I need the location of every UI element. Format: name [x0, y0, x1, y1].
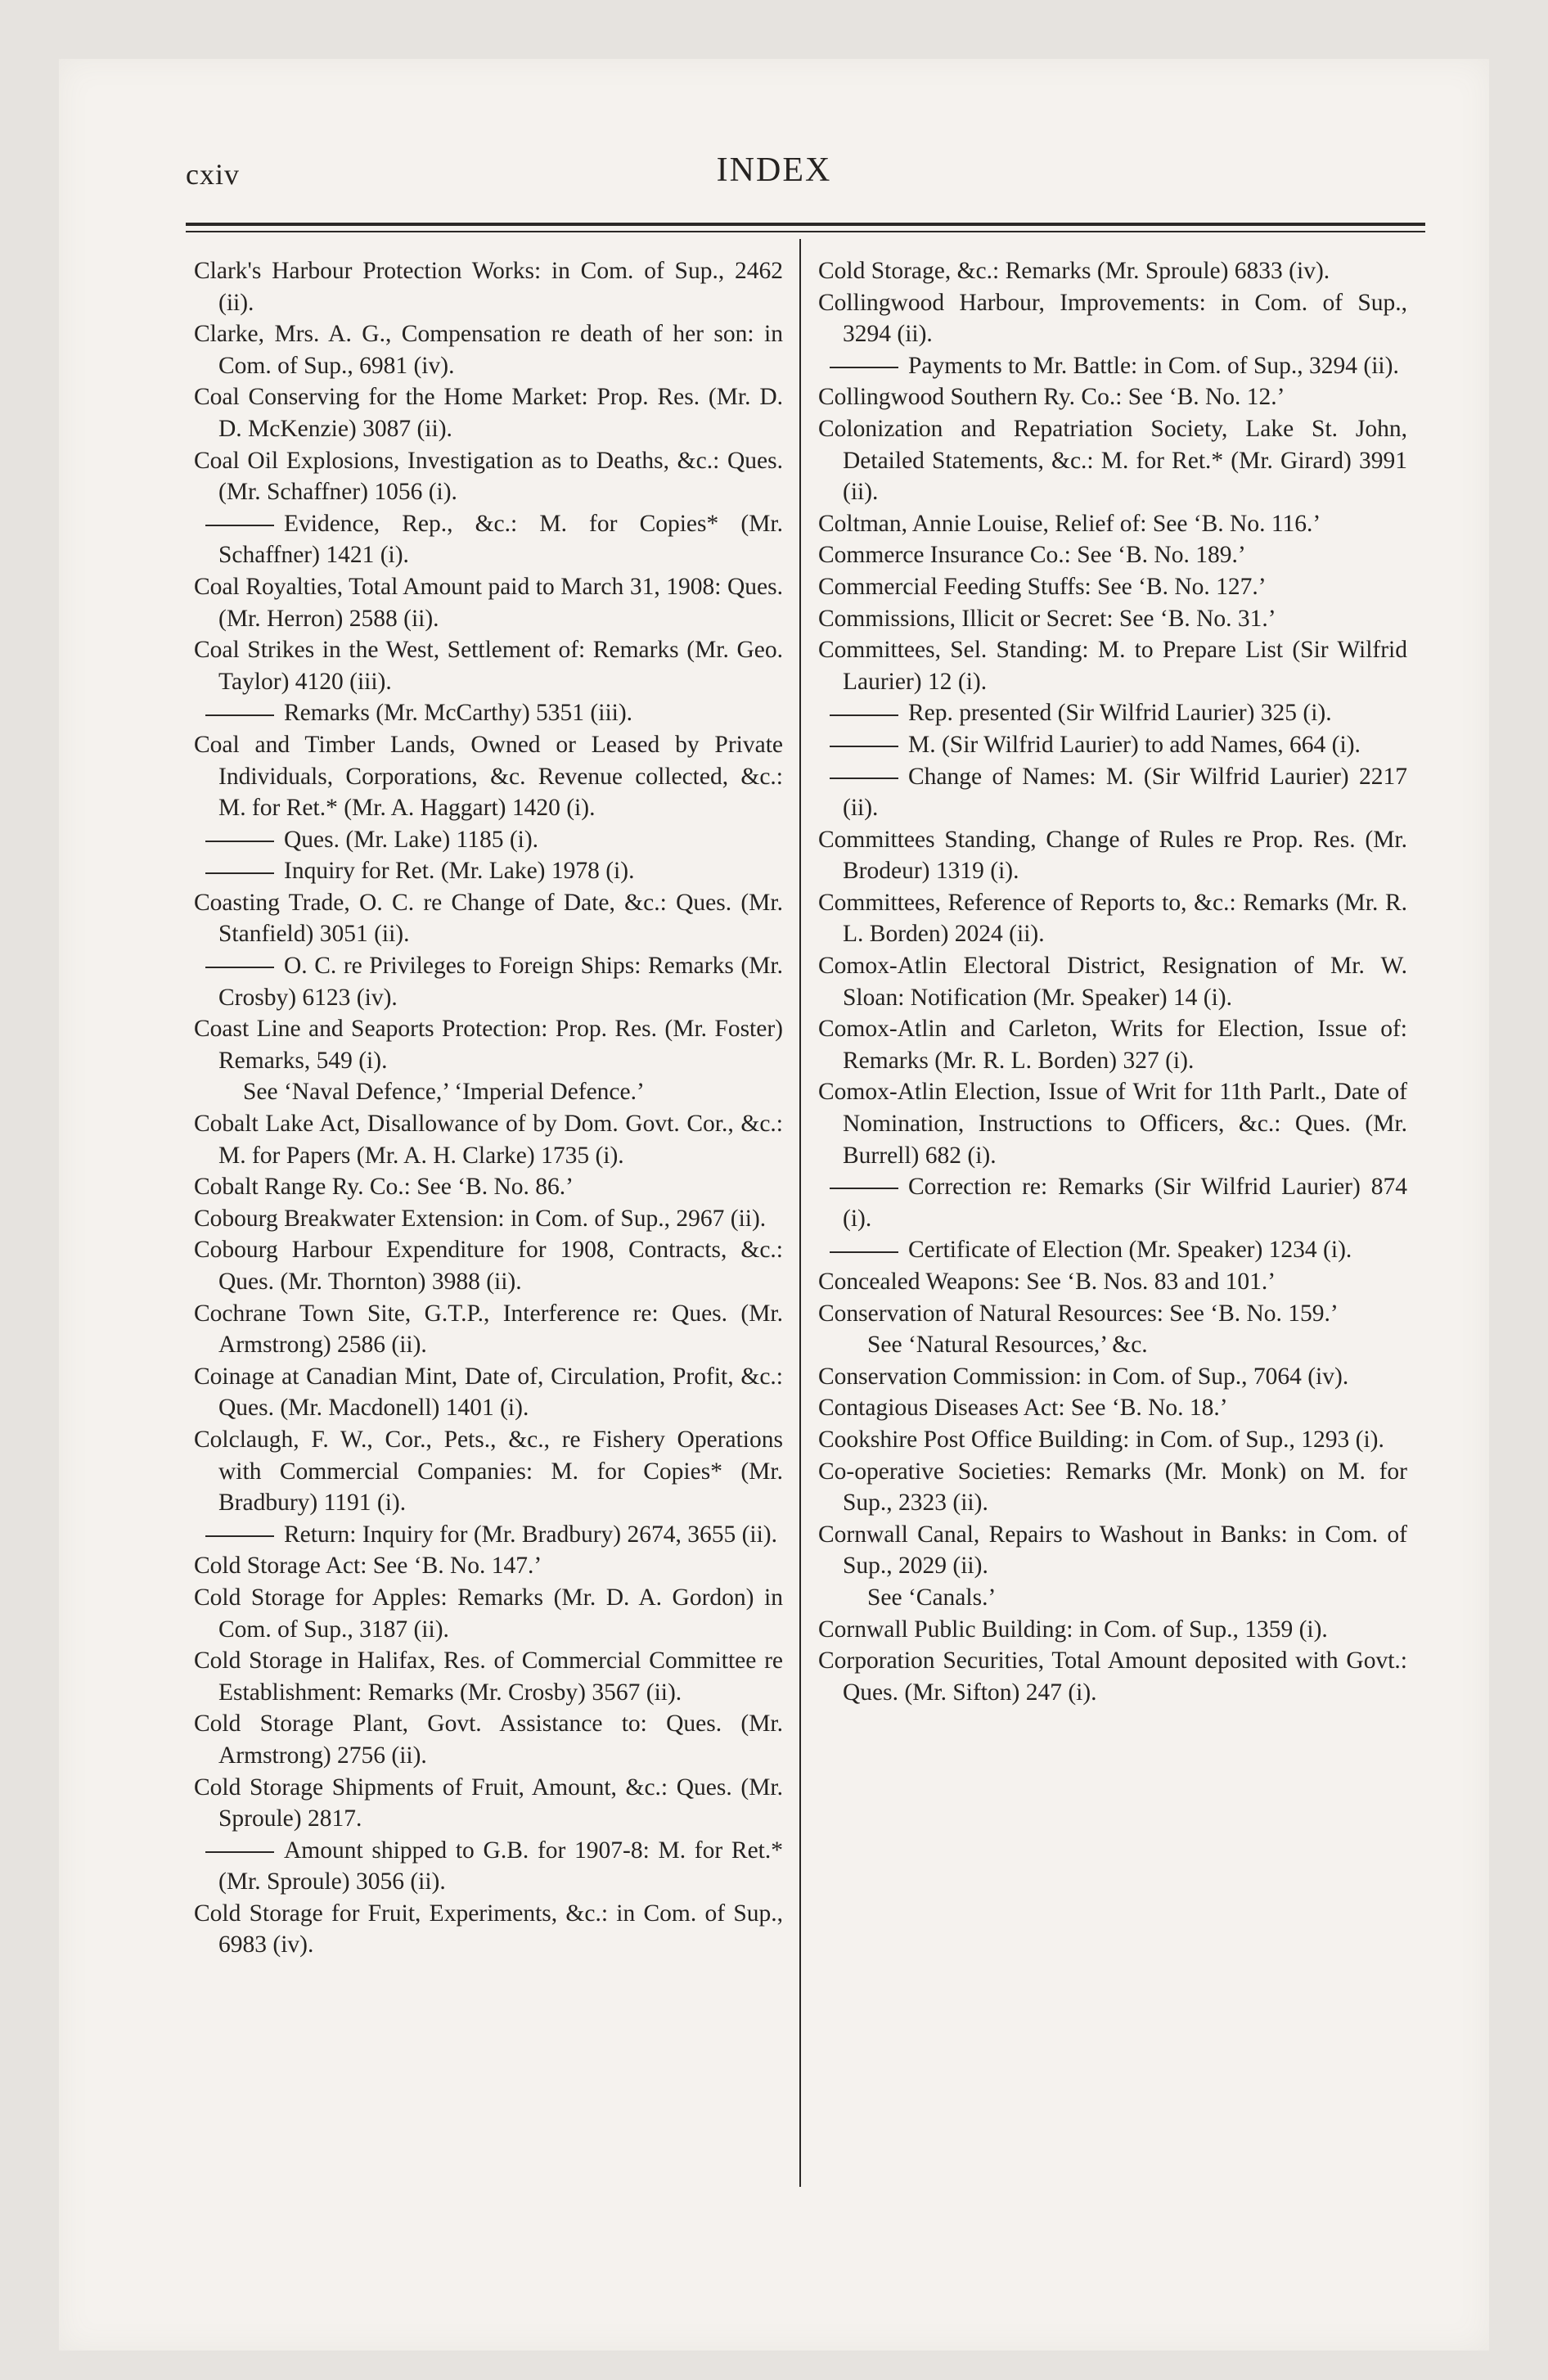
- index-subentry: [194, 1519, 783, 1551]
- header-rule-thin: [186, 231, 1425, 232]
- index-entry: [818, 508, 1407, 540]
- index-entry: [194, 381, 783, 444]
- ditto-dash: [830, 778, 898, 779]
- entry-text: Rep. presented (Sir Wilfrid Laurier) 325 (i).: [908, 700, 1332, 727]
- entry-text: Commerce Insurance Co.: See ‘B. No. 189.’: [818, 542, 1246, 569]
- index-entry: [818, 381, 1407, 413]
- entry-text: Comox-Atlin Election, Issue of Writ for 11th Parlt., Date of Nomination, Instructions to Officers, &c.: Ques. (Mr. Burrell) 682 (i).: [818, 1079, 1407, 1169]
- index-entry: [194, 1582, 783, 1645]
- ditto-dash: [830, 367, 898, 368]
- entry-text: See ‘Naval Defence,’ ‘Imperial Defence.’: [243, 1079, 645, 1106]
- entry-text: Conservation of Natural Resources: See ‘B. No. 159.’: [818, 1300, 1339, 1327]
- entry-text: Commissions, Illicit or Secret: See ‘B. No. 31.’: [818, 605, 1276, 632]
- index-entry: [818, 1645, 1407, 1708]
- entry-text: Comox-Atlin and Carleton, Writs for Election, Issue of: Remarks (Mr. R. L. Borden) 327 (i).: [818, 1016, 1407, 1074]
- index-subentry: [818, 1171, 1407, 1234]
- entry-text: Colclaugh, F. W., Cor., Pets., &c., re Fishery Operations with Commercial Companies: M. for Copies* (Mr. Bradbury) 1191 (i).: [194, 1426, 783, 1517]
- index-entry: [818, 1392, 1407, 1424]
- index-subentry: [818, 1234, 1407, 1266]
- index-entry: [818, 571, 1407, 603]
- index-entry: [818, 1298, 1407, 1330]
- index-entry: [194, 634, 783, 697]
- ditto-dash: [830, 1251, 898, 1253]
- entry-text: Cold Storage for Apples: Remarks (Mr. D. A. Gordon) in Com. of Sup., 3187 (ii).: [194, 1584, 783, 1643]
- entry-text: Change of Names: M. (Sir Wilfrid Laurier) 2217 (ii).: [843, 763, 1407, 822]
- entry-text: Cornwall Canal, Repairs to Washout in Banks: in Com. of Sup., 2029 (ii).: [818, 1521, 1407, 1580]
- index-entry: [818, 1519, 1407, 1582]
- ditto-dash: [205, 967, 274, 968]
- entry-text: Colonization and Repatriation Society, Lake St. John, Detailed Statements, &c.: M. for Ret.* (Mr. Girard) 3991 (ii).: [818, 415, 1407, 506]
- index-entry: [194, 1772, 783, 1835]
- entry-text: Concealed Weapons: See ‘B. Nos. 83 and 101.’: [818, 1269, 1276, 1295]
- entry-text: Commercial Feeding Stuffs: See ‘B. No. 127.’: [818, 573, 1267, 600]
- index-subentry: [818, 697, 1407, 729]
- page-number: cxiv: [186, 158, 240, 191]
- entry-text: Cobourg Breakwater Extension: in Com. of Sup., 2967 (ii).: [194, 1205, 767, 1232]
- entry-text: Clark's Harbour Protection Works: in Com. of Sup., 2462 (ii).: [194, 258, 783, 316]
- running-title: INDEX: [716, 151, 832, 189]
- entry-text: Committees Standing, Change of Rules re Prop. Res. (Mr. Brodeur) 1319 (i).: [818, 826, 1407, 885]
- index-entry: [194, 729, 783, 824]
- entry-text: Coal Conserving for the Home Market: Prop. Res. (Mr. D. D. McKenzie) 3087 (ii).: [194, 384, 783, 442]
- ditto-dash: [205, 525, 274, 526]
- index-subentry: [818, 729, 1407, 761]
- index-entry: [194, 1171, 783, 1203]
- index-entry: [818, 287, 1407, 350]
- entry-text: Cobalt Range Ry. Co.: See ‘B. No. 86.’: [194, 1174, 574, 1201]
- entry-text: See ‘Canals.’: [867, 1584, 997, 1611]
- index-subentry: [194, 1835, 783, 1898]
- index-entry: [818, 634, 1407, 697]
- entry-text: Collingwood Southern Ry. Co.: See ‘B. No. 12.’: [818, 384, 1285, 411]
- ditto-dash: [830, 746, 898, 747]
- entry-text: Amount shipped to G.B. for 1907-8: M. for Ret.* (Mr. Sproule) 3056 (ii).: [218, 1837, 783, 1895]
- entry-text: Cold Storage, &c.: Remarks (Mr. Sproule) 6833 (iv).: [818, 258, 1330, 284]
- ditto-dash: [205, 1535, 274, 1537]
- page-header: [59, 149, 1489, 206]
- index-entry: [818, 1456, 1407, 1519]
- index-entry: [818, 1013, 1407, 1076]
- entry-text: Coal and Timber Lands, Owned or Leased by Private Individuals, Corporations, &c. Revenue collected, &c.: M. for Ret.* (Mr. A. Haggart) 1420 (i).: [194, 731, 783, 822]
- index-entry: [194, 1424, 783, 1519]
- index-entry: [194, 445, 783, 508]
- index-subentry: [818, 350, 1407, 382]
- entry-text: Comox-Atlin Electoral District, Resignation of Mr. W. Sloan: Notification (Mr. Speaker) 14 (i).: [818, 953, 1407, 1011]
- index-subentry: [194, 697, 783, 729]
- index-cross-reference: [818, 1582, 1407, 1614]
- entry-text: Contagious Diseases Act: See ‘B. No. 18.’: [818, 1395, 1228, 1422]
- entry-text: Committees, Sel. Standing: M. to Prepare List (Sir Wilfrid Laurier) 12 (i).: [818, 637, 1407, 695]
- column-divider: [799, 239, 801, 2187]
- entry-text: Correction re: Remarks (Sir Wilfrid Laurier) 874 (i).: [843, 1174, 1407, 1232]
- index-entry: [818, 1424, 1407, 1456]
- index-cross-reference: [194, 1076, 783, 1108]
- index-entry: [194, 1013, 783, 1076]
- entry-text: Cobourg Harbour Expenditure for 1908, Contracts, &c.: Ques. (Mr. Thornton) 3988 (ii).: [194, 1237, 783, 1295]
- index-entry: [194, 1203, 783, 1235]
- entry-text: Payments to Mr. Battle: in Com. of Sup., 3294 (ii).: [908, 352, 1399, 379]
- index-subentry: [818, 761, 1407, 824]
- ditto-dash: [830, 714, 898, 716]
- entry-text: Ques. (Mr. Lake) 1185 (i).: [284, 826, 539, 853]
- entry-text: Collingwood Harbour, Improvements: in Com. of Sup., 3294 (ii).: [818, 289, 1407, 348]
- ditto-dash: [830, 1188, 898, 1189]
- entry-text: Coast Line and Seaports Protection: Prop. Res. (Mr. Foster) Remarks, 549 (i).: [194, 1016, 783, 1074]
- entry-text: O. C. re Privileges to Foreign Ships: Remarks (Mr. Crosby) 6123 (iv).: [218, 953, 783, 1011]
- entry-text: Coinage at Canadian Mint, Date of, Circulation, Profit, &c.: Ques. (Mr. Macdonell) 1401 (i).: [194, 1363, 783, 1422]
- entry-text: Cold Storage Plant, Govt. Assistance to: Ques. (Mr. Armstrong) 2756 (ii).: [194, 1711, 783, 1769]
- index-entry: [818, 950, 1407, 1013]
- right-column: [818, 255, 1407, 1708]
- index-entry: [194, 255, 783, 318]
- index-entry: [818, 1266, 1407, 1298]
- entry-text: Cold Storage in Halifax, Res. of Commercial Committee re Establishment: Remarks (Mr. Crosby) 3567 (ii).: [194, 1648, 783, 1706]
- index-entry: [818, 1614, 1407, 1646]
- index-entry: [818, 1076, 1407, 1171]
- index-entry: [818, 603, 1407, 635]
- entry-text: Cornwall Public Building: in Com. of Sup., 1359 (i).: [818, 1616, 1328, 1643]
- index-subentry: [194, 824, 783, 856]
- index-entry: [194, 318, 783, 381]
- entry-text: M. (Sir Wilfrid Laurier) to add Names, 664 (i).: [908, 731, 1361, 758]
- index-entry: [194, 1898, 783, 1961]
- header-rule-thick: [186, 223, 1425, 226]
- entry-text: See ‘Natural Resources,’ &c.: [867, 1332, 1148, 1359]
- index-page: [59, 59, 1489, 2351]
- entry-text: Cold Storage Shipments of Fruit, Amount, &c.: Ques. (Mr. Sproule) 2817.: [194, 1774, 783, 1832]
- entry-text: Coal Oil Explosions, Investigation as to Deaths, &c.: Ques. (Mr. Schaffner) 1056 (i).: [194, 447, 783, 506]
- entry-text: Committees, Reference of Reports to, &c.: Remarks (Mr. R. L. Borden) 2024 (ii).: [818, 889, 1407, 948]
- entry-text: Certificate of Election (Mr. Speaker) 1234 (i).: [908, 1237, 1352, 1264]
- left-column: [194, 255, 783, 1961]
- index-subentry: [194, 508, 783, 571]
- entry-text: Return: Inquiry for (Mr. Bradbury) 2674, 3655 (ii).: [284, 1521, 778, 1548]
- ditto-dash: [205, 1851, 274, 1853]
- index-entry: [818, 255, 1407, 287]
- index-entry: [194, 1708, 783, 1771]
- index-entry: [194, 571, 783, 634]
- ditto-dash: [205, 714, 274, 716]
- entry-text: Cookshire Post Office Building: in Com. of Sup., 1293 (i).: [818, 1426, 1384, 1453]
- entry-text: Clarke, Mrs. A. G., Compensation re death of her son: in Com. of Sup., 6981 (iv).: [194, 321, 783, 379]
- entry-text: Cobalt Lake Act, Disallowance of by Dom. Govt. Cor., &c.: M. for Papers (Mr. A. H. Clarke) 1735 (i).: [194, 1111, 783, 1169]
- entry-text: Conservation Commission: in Com. of Sup., 7064 (iv).: [818, 1363, 1349, 1390]
- index-entry: [194, 1298, 783, 1361]
- index-entry: [818, 824, 1407, 887]
- index-subentry: [194, 855, 783, 887]
- index-entry: [194, 1108, 783, 1171]
- index-cross-reference: [818, 1329, 1407, 1361]
- entry-text: Cold Storage Act: See ‘B. No. 147.’: [194, 1553, 542, 1580]
- index-entry: [194, 1550, 783, 1582]
- ditto-dash: [205, 872, 274, 874]
- index-entry: [194, 887, 783, 950]
- index-entry: [194, 1645, 783, 1708]
- entry-text: Cold Storage for Fruit, Experiments, &c.: in Com. of Sup., 6983 (iv).: [194, 1900, 783, 1959]
- entry-text: Co-operative Societies: Remarks (Mr. Monk) on M. for Sup., 2323 (ii).: [818, 1458, 1407, 1517]
- entry-text: Inquiry for Ret. (Mr. Lake) 1978 (i).: [284, 858, 635, 885]
- index-entry: [818, 887, 1407, 950]
- entry-text: Cochrane Town Site, G.T.P., Interference re: Ques. (Mr. Armstrong) 2586 (ii).: [194, 1300, 783, 1359]
- entry-text: Coltman, Annie Louise, Relief of: See ‘B. No. 116.’: [818, 510, 1321, 537]
- index-entry: [194, 1234, 783, 1297]
- entry-text: Corporation Securities, Total Amount deposited with Govt.: Ques. (Mr. Sifton) 247 (i).: [818, 1648, 1407, 1706]
- index-entry: [818, 1361, 1407, 1393]
- index-entry: [194, 1361, 783, 1424]
- entry-text: Evidence, Rep., &c.: M. for Copies* (Mr. Schaffner) 1421 (i).: [218, 510, 783, 569]
- index-entry: [818, 539, 1407, 571]
- ditto-dash: [205, 841, 274, 842]
- entry-text: Remarks (Mr. McCarthy) 5351 (iii).: [284, 700, 633, 727]
- index-subentry: [194, 950, 783, 1013]
- entry-text: Coal Strikes in the West, Settlement of: Remarks (Mr. Geo. Taylor) 4120 (iii).: [194, 637, 783, 695]
- index-entry: [818, 413, 1407, 508]
- entry-text: Coal Royalties, Total Amount paid to March 31, 1908: Ques. (Mr. Herron) 2588 (ii).: [194, 573, 783, 632]
- entry-text: Coasting Trade, O. C. re Change of Date, &c.: Ques. (Mr. Stanfield) 3051 (ii).: [194, 889, 783, 948]
